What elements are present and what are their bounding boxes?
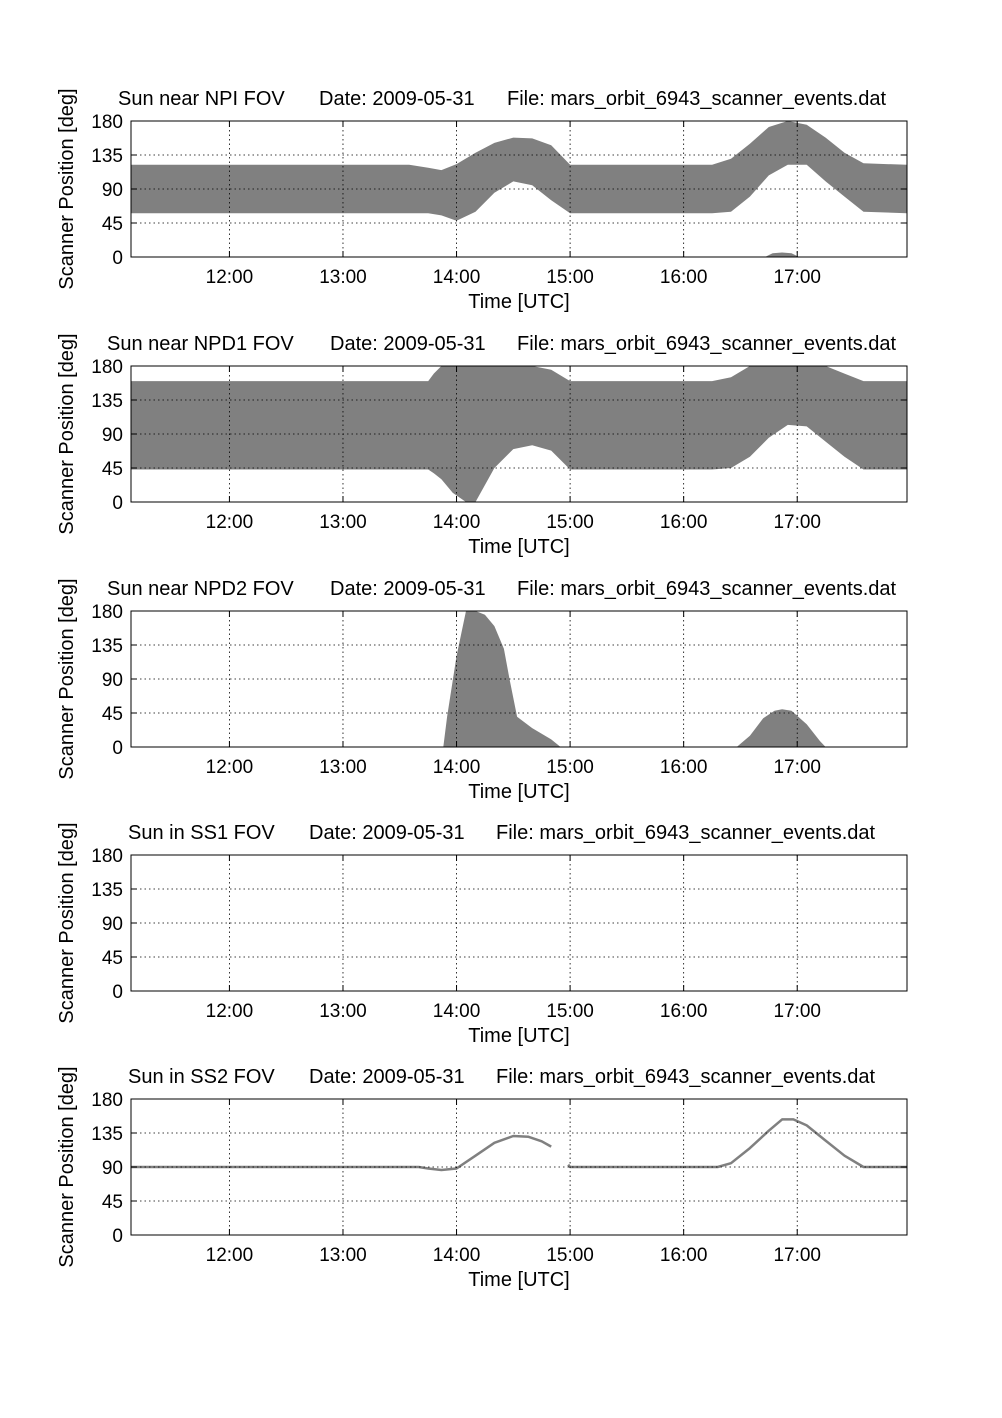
- y-tick-label: 90: [101, 425, 123, 446]
- y-tick-label: 90: [101, 914, 123, 935]
- x-tick-label: 15:00: [546, 267, 594, 288]
- y-tick-label: 180: [91, 112, 123, 133]
- x-tick-label: 15:00: [546, 512, 594, 533]
- chart-file: File: mars_orbit_6943_scanner_events.dat: [507, 88, 887, 110]
- x-tick-label: 16:00: [659, 267, 708, 288]
- x-tick-label: 17:00: [773, 1001, 821, 1022]
- chart-title: Sun in SS2 FOV: [128, 1066, 275, 1088]
- x-tick-label: 12:00: [205, 512, 254, 533]
- chart-panel-3: [56, 578, 907, 803]
- chart-date: Date: 2009-05-31: [309, 822, 465, 844]
- y-tick-label: 135: [91, 146, 123, 167]
- x-tick-label: 17:00: [773, 267, 821, 288]
- x-axis-label: Time [UTC]: [468, 291, 570, 313]
- y-tick-label: 0: [112, 982, 123, 1003]
- y-tick-label: 90: [101, 670, 123, 691]
- chart-panel-1: [56, 88, 907, 313]
- x-axis-label: Time [UTC]: [468, 1269, 570, 1291]
- x-tick-label: 14:00: [432, 1245, 481, 1266]
- x-tick-label: 16:00: [659, 1245, 708, 1266]
- chart-date: Date: 2009-05-31: [319, 88, 475, 110]
- x-tick-label: 17:00: [773, 512, 821, 533]
- chart-date: Date: 2009-05-31: [309, 1066, 465, 1088]
- chart-date: Date: 2009-05-31: [330, 333, 486, 355]
- chart-file: File: mars_orbit_6943_scanner_events.dat: [517, 578, 897, 600]
- y-tick-label: 90: [101, 180, 123, 201]
- x-axis-label: Time [UTC]: [468, 536, 570, 558]
- x-tick-label: 16:00: [659, 1001, 708, 1022]
- x-tick-label: 16:00: [659, 757, 708, 778]
- x-tick-label: 14:00: [432, 757, 481, 778]
- y-tick-label: 180: [91, 846, 123, 867]
- y-tick-label: 135: [91, 391, 123, 412]
- y-axis-label: Scanner Position [deg]: [56, 88, 78, 290]
- chart-panel-4: [56, 822, 907, 1047]
- y-tick-label: 90: [101, 1158, 123, 1179]
- chart-title: Sun near NPI FOV: [118, 88, 285, 110]
- y-axis-label: Scanner Position [deg]: [56, 333, 78, 535]
- y-tick-label: 0: [112, 493, 123, 514]
- x-tick-label: 13:00: [319, 1001, 367, 1022]
- x-tick-label: 15:00: [546, 1245, 594, 1266]
- x-tick-label: 12:00: [205, 1001, 254, 1022]
- chart-file: File: mars_orbit_6943_scanner_events.dat: [496, 1066, 876, 1088]
- chart-title: Sun in SS1 FOV: [128, 822, 275, 844]
- y-tick-label: 180: [91, 1090, 123, 1111]
- x-tick-label: 17:00: [773, 1245, 821, 1266]
- x-tick-label: 13:00: [319, 1245, 367, 1266]
- y-tick-label: 135: [91, 636, 123, 657]
- x-tick-label: 12:00: [205, 757, 254, 778]
- y-tick-label: 135: [91, 880, 123, 901]
- y-axis-label: Scanner Position [deg]: [56, 578, 78, 780]
- y-tick-label: 0: [112, 738, 123, 759]
- y-tick-label: 45: [101, 214, 123, 235]
- x-tick-label: 13:00: [319, 512, 367, 533]
- x-tick-label: 14:00: [432, 267, 481, 288]
- x-tick-label: 13:00: [319, 757, 367, 778]
- x-tick-label: 12:00: [205, 267, 254, 288]
- x-tick-label: 15:00: [546, 1001, 594, 1022]
- y-tick-label: 135: [91, 1124, 123, 1145]
- x-axis-label: Time [UTC]: [468, 1025, 570, 1047]
- y-axis-label: Scanner Position [deg]: [56, 1066, 78, 1268]
- x-tick-label: 13:00: [319, 267, 367, 288]
- y-tick-label: 0: [112, 1226, 123, 1247]
- y-tick-label: 180: [91, 602, 123, 623]
- y-tick-label: 0: [112, 248, 123, 269]
- x-tick-label: 12:00: [205, 1245, 254, 1266]
- x-tick-label: 14:00: [432, 1001, 481, 1022]
- y-tick-label: 45: [101, 704, 123, 725]
- chart-panel-2: [56, 333, 907, 558]
- chart-date: Date: 2009-05-31: [330, 578, 486, 600]
- x-tick-label: 15:00: [546, 757, 594, 778]
- chart-file: File: mars_orbit_6943_scanner_events.dat: [496, 822, 876, 844]
- y-tick-label: 180: [91, 357, 123, 378]
- chart-file: File: mars_orbit_6943_scanner_events.dat: [517, 333, 897, 355]
- y-tick-label: 45: [101, 459, 123, 480]
- chart-title: Sun near NPD1 FOV: [107, 333, 294, 355]
- x-tick-label: 17:00: [773, 757, 821, 778]
- x-axis-label: Time [UTC]: [468, 781, 570, 803]
- y-tick-label: 45: [101, 948, 123, 969]
- x-tick-label: 16:00: [659, 512, 708, 533]
- chart-title: Sun near NPD2 FOV: [107, 578, 294, 600]
- y-axis-label: Scanner Position [deg]: [56, 822, 78, 1024]
- x-tick-label: 14:00: [432, 512, 481, 533]
- y-tick-label: 45: [101, 1192, 123, 1213]
- chart-panel-5: [56, 1066, 907, 1291]
